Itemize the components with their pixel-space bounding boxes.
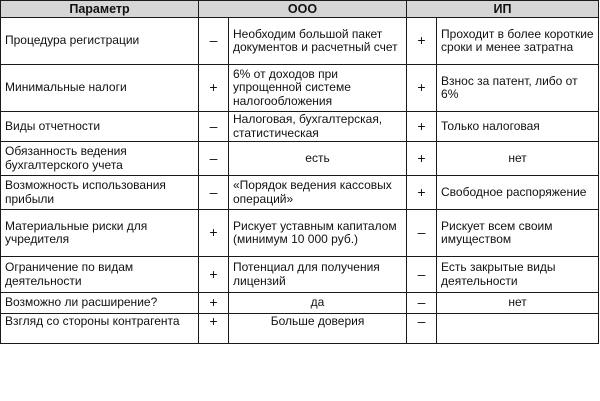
header-param: Параметр xyxy=(1,1,199,18)
param-cell: Ограничение по видам деятельности xyxy=(1,257,199,293)
table-row xyxy=(1,112,599,142)
ip-value: Проходит в более короткие сроки и менее затратна xyxy=(437,18,599,65)
param-cell: Процедура регистрации xyxy=(1,18,199,65)
param-cell: Виды отчетности xyxy=(1,112,199,142)
ooo-sign: – xyxy=(199,112,229,142)
ooo-value: 6% от доходов при упрощенной системе налогообложения xyxy=(229,65,407,112)
ip-sign: – xyxy=(407,210,437,257)
ip-value: нет xyxy=(437,142,599,176)
ip-value: нет xyxy=(437,293,599,314)
ooo-value: Налоговая, бухгалтерская, статистическая xyxy=(229,112,407,142)
table-row xyxy=(1,257,599,293)
ip-sign: – xyxy=(407,314,437,344)
ip-sign: + xyxy=(407,65,437,112)
header-row xyxy=(1,1,599,18)
table-row xyxy=(1,210,599,257)
ooo-value: Рискует уставным капиталом (минимум 10 000 руб.) xyxy=(229,210,407,257)
ooo-sign: – xyxy=(199,176,229,210)
ip-value: Есть закрытые виды деятельности xyxy=(437,257,599,293)
ooo-value: Необходим большой пакет документов и расчетный счет xyxy=(229,18,407,65)
table-row xyxy=(1,314,599,344)
ip-value: Свободное распоряжение xyxy=(437,176,599,210)
table-row xyxy=(1,18,599,65)
ip-value: Рискует всем своим имуществом xyxy=(437,210,599,257)
ip-sign: + xyxy=(407,142,437,176)
param-cell: Возможно ли расширение? xyxy=(1,293,199,314)
ooo-sign: – xyxy=(199,18,229,65)
ip-sign: + xyxy=(407,176,437,210)
header-ip: ИП xyxy=(407,1,599,18)
ooo-sign: + xyxy=(199,210,229,257)
table-row xyxy=(1,142,599,176)
ip-sign: + xyxy=(407,18,437,65)
ooo-sign: + xyxy=(199,257,229,293)
param-cell: Минимальные налоги xyxy=(1,65,199,112)
ooo-sign: + xyxy=(199,65,229,112)
header-ooo: ООО xyxy=(199,1,407,18)
table-row xyxy=(1,176,599,210)
ip-sign: – xyxy=(407,257,437,293)
ooo-value: да xyxy=(229,293,407,314)
ip-value: Только налоговая xyxy=(437,112,599,142)
ooo-sign: – xyxy=(199,142,229,176)
ip-sign: + xyxy=(407,112,437,142)
param-cell: Материальные риски для учредителя xyxy=(1,210,199,257)
ooo-value: есть xyxy=(229,142,407,176)
ooo-value: Больше доверия xyxy=(229,314,407,344)
param-cell: Обязанность ведения бухгалтерского учета xyxy=(1,142,199,176)
param-cell: Возможность использования прибыли xyxy=(1,176,199,210)
ooo-value: Потенциал для получения лицензий xyxy=(229,257,407,293)
ooo-value: «Порядок ведения кассовых операций» xyxy=(229,176,407,210)
ip-sign: – xyxy=(407,293,437,314)
param-cell: Взгляд со стороны контрагента xyxy=(1,314,199,344)
table-row xyxy=(1,293,599,314)
ooo-sign: + xyxy=(199,293,229,314)
ip-value xyxy=(437,314,599,344)
table-row xyxy=(1,65,599,112)
ip-value: Взнос за патент, либо от 6% xyxy=(437,65,599,112)
ooo-sign: + xyxy=(199,314,229,344)
